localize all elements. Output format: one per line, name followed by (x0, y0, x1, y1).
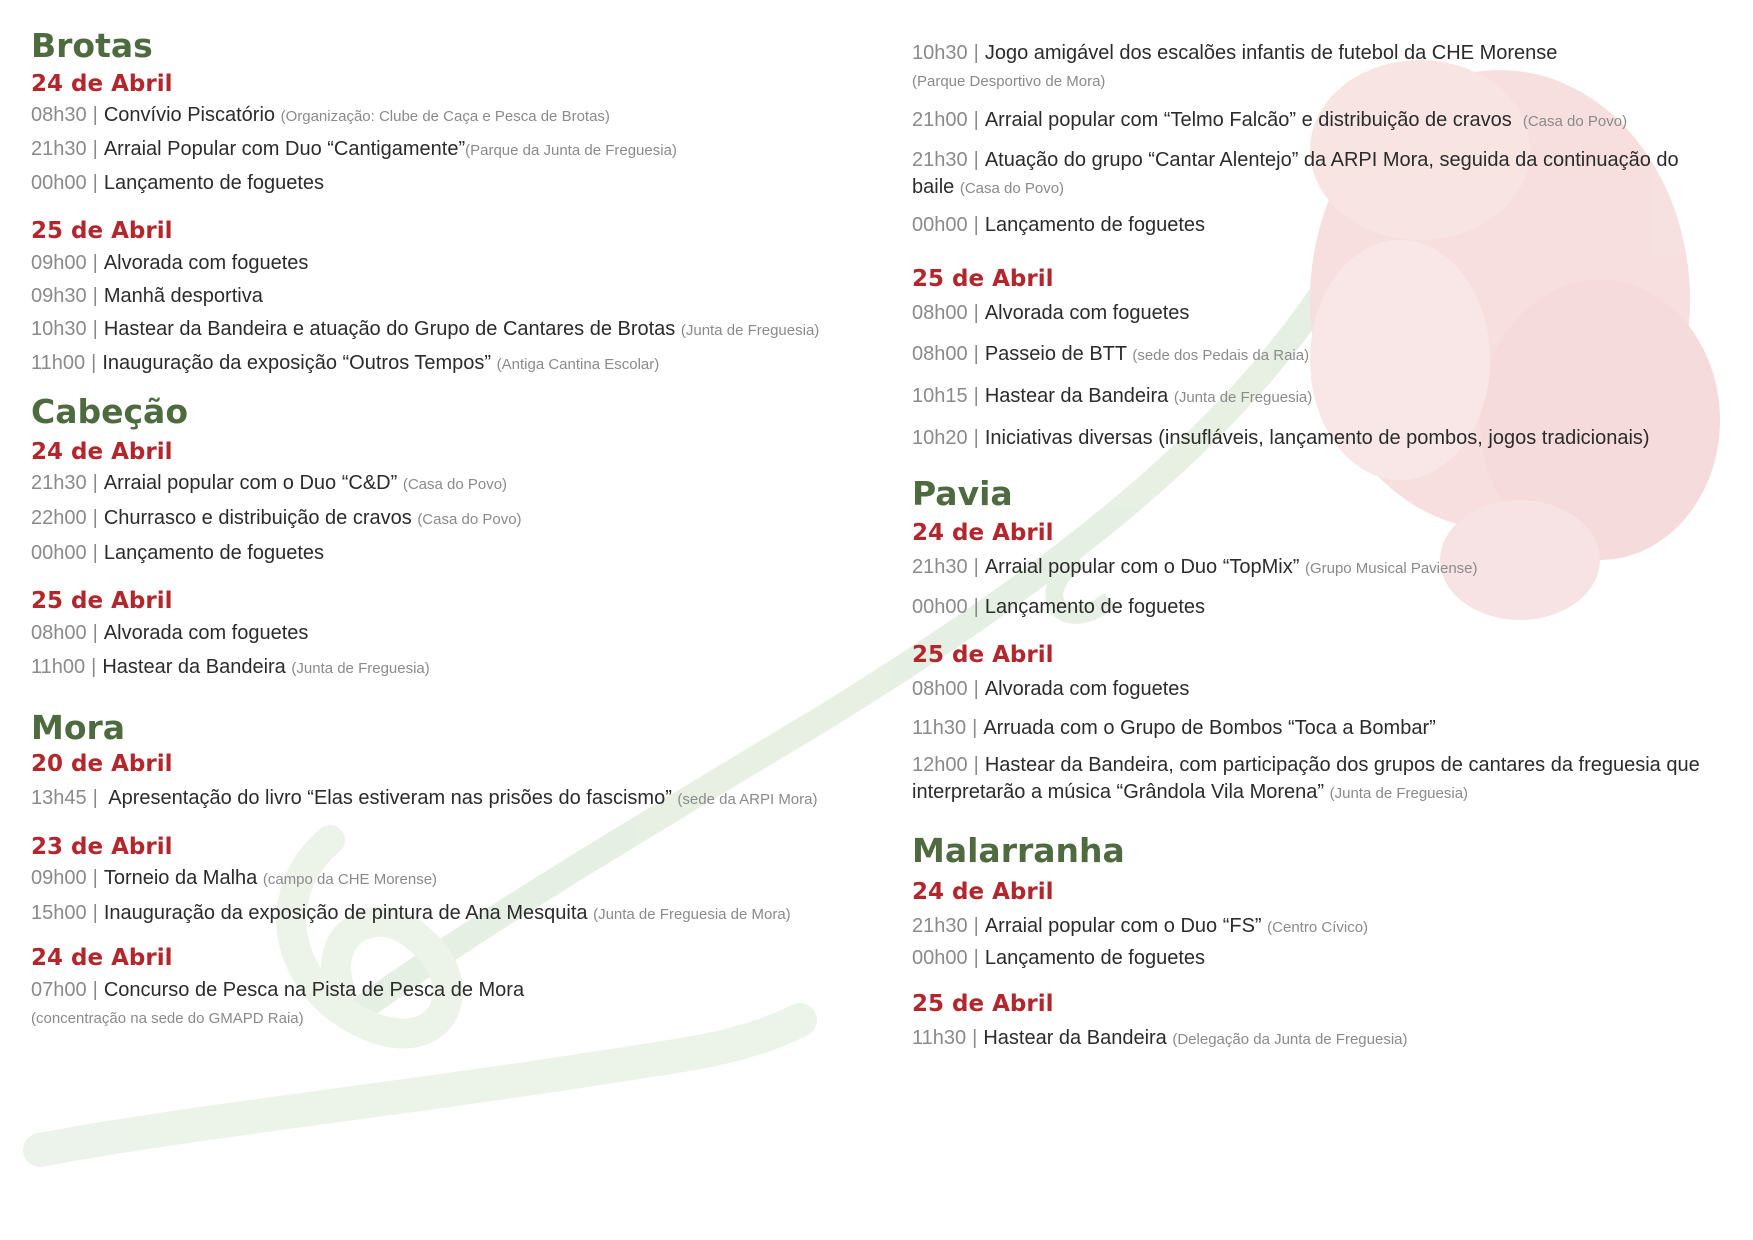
event-list (31, 785, 881, 813)
event-note: (Parque da Junta de Freguesia) (465, 142, 677, 160)
event-text: Convívio Piscatório (103, 104, 276, 127)
event-list (31, 470, 881, 567)
event-text: Arraial popular com “Telmo Falcão” e distribuição de cravos (984, 109, 1512, 131)
separator: | (973, 301, 979, 324)
event-time: 08h30 (31, 104, 87, 127)
date-mora-20: 20 de Abril (31, 750, 173, 777)
event-item (912, 913, 1712, 941)
separator: | (92, 252, 98, 275)
location-title-brotas: Brotas (31, 26, 153, 65)
event-list (912, 1025, 1712, 1053)
event-item (912, 1025, 1712, 1053)
separator: | (973, 214, 979, 236)
date-brotas-24: 24 de Abril (31, 70, 173, 97)
event-note: (sede da ARPI Mora) (677, 790, 818, 808)
event-item (912, 107, 1712, 135)
separator: | (973, 753, 979, 776)
event-item (912, 676, 1712, 703)
event-text: Atuação do grupo “Cantar Alentejo” da ARPI Mora, seguida da continuação do baile (912, 149, 1679, 198)
event-text: Churrasco e distribuição de cravos (103, 507, 412, 530)
event-item (31, 102, 881, 130)
event-time: 00h00 (912, 596, 968, 619)
separator: | (92, 622, 98, 645)
event-time: 09h00 (31, 867, 87, 890)
event-item (31, 900, 881, 928)
event-time: 07h00 (31, 979, 87, 1002)
event-item (912, 300, 1712, 327)
separator: | (973, 109, 979, 131)
event-text: Hastear da Bandeira e atuação do Grupo de Cantares de Brotas (103, 318, 676, 341)
separator: | (92, 285, 98, 308)
event-time: 00h00 (31, 542, 87, 565)
separator: | (92, 902, 98, 925)
event-list (31, 977, 881, 1032)
date-cabecao-24: 24 de Abril (31, 438, 173, 465)
event-list (31, 102, 881, 197)
event-text: Alvorada com foguetes (984, 677, 1190, 700)
event-time: 10h20 (912, 426, 968, 449)
separator: | (972, 716, 978, 739)
event-note: (Organização: Clube de Caça e Pesca de Brotas) (280, 108, 610, 126)
event-text: Alvorada com foguetes (103, 622, 309, 645)
event-time: 00h00 (31, 172, 87, 195)
event-text: Hastear da Bandeira (984, 384, 1169, 407)
location-title-mora: Mora (31, 708, 126, 748)
event-item (31, 654, 881, 682)
separator: | (92, 318, 98, 341)
location-title-pavia: Pavia (912, 473, 1013, 513)
event-item (31, 785, 881, 813)
event-item (31, 350, 881, 378)
separator: | (92, 979, 98, 1002)
separator: | (92, 104, 98, 127)
event-text: Arruada com o Grupo de Bombos “Toca a Bombar” (983, 716, 1436, 739)
separator: | (91, 352, 97, 375)
event-time: 21h30 (912, 915, 968, 938)
event-text: Lançamento de foguetes (984, 947, 1205, 970)
event-item (31, 470, 881, 498)
separator: | (92, 472, 98, 495)
event-time: 21h30 (912, 556, 968, 579)
event-item (912, 212, 1712, 239)
separator: | (92, 138, 98, 161)
event-item (912, 341, 1712, 369)
event-text: Lançamento de foguetes (103, 542, 324, 565)
event-text: Alvorada com foguetes (103, 252, 309, 275)
event-note: (sede dos Pedais da Raia) (1132, 346, 1310, 364)
event-list (912, 554, 1712, 621)
event-note: (Junta de Freguesia) (1329, 784, 1469, 802)
separator: | (92, 786, 98, 809)
separator: | (973, 677, 979, 700)
event-time: 12h00 (912, 753, 968, 776)
event-text: Hastear da Bandeira (983, 1026, 1167, 1049)
event-text: Passeio de BTT (984, 342, 1127, 365)
event-item (31, 505, 881, 533)
event-text: Iniciativas diversas (insufláveis, lançamento de pombos, jogos tradicionais) (984, 426, 1650, 449)
event-time: 13h45 (31, 786, 87, 809)
event-item (912, 752, 1712, 807)
event-time: 00h00 (912, 214, 968, 236)
event-text: Arraial popular com o Duo “TopMix” (984, 556, 1300, 579)
event-time: 15h00 (31, 902, 87, 925)
event-note: (Delegação da Junta de Freguesia) (1172, 1030, 1408, 1048)
event-text: Lançamento de foguetes (984, 214, 1205, 236)
event-time: 00h00 (912, 947, 968, 970)
separator: | (973, 556, 979, 579)
event-note: (Junta de Freguesia) (680, 322, 820, 340)
separator: | (973, 596, 979, 619)
event-item (31, 136, 881, 164)
separator: | (973, 915, 979, 938)
event-item (31, 283, 881, 310)
event-list (31, 620, 881, 682)
event-list (912, 913, 1712, 972)
event-note: (Junta de Freguesia) (291, 660, 430, 678)
date-mora-24: 24 de Abril (31, 945, 173, 972)
event-time: 11h30 (912, 1026, 967, 1049)
event-time: 11h30 (912, 716, 967, 739)
event-text: Inauguração da exposição de pintura de Ana Mesquita (103, 902, 588, 925)
event-item (912, 40, 1712, 95)
event-item (912, 945, 1712, 972)
separator: | (973, 947, 979, 970)
separator: | (973, 384, 979, 407)
event-time: 10h30 (912, 42, 968, 64)
event-note: (Centro Cívico) (1267, 919, 1369, 937)
event-note: (Casa do Povo) (1522, 113, 1628, 130)
event-text: Inauguração da exposição “Outros Tempos” (102, 352, 492, 375)
separator: | (973, 426, 979, 449)
event-note: (Antiga Cantina Escolar) (496, 356, 660, 374)
event-time: 21h30 (912, 149, 968, 171)
event-note: (Casa do Povo) (402, 476, 508, 494)
event-time: 11h00 (31, 352, 86, 375)
separator: | (972, 1026, 978, 1049)
event-time: 09h30 (31, 285, 87, 308)
event-time: 21h30 (31, 472, 87, 495)
location-title-malarranha: Malarranha (912, 830, 1125, 870)
event-list (31, 865, 881, 928)
event-text: Hastear da Bandeira (102, 656, 286, 679)
event-note: (Casa do Povo) (417, 511, 522, 529)
event-time: 10h15 (912, 384, 968, 407)
event-text: Apresentação do livro “Elas estiveram nas prisões do fascismo” (108, 786, 672, 809)
event-item (31, 620, 881, 647)
left-column (31, 26, 881, 1032)
event-item (912, 554, 1712, 582)
event-text: Alvorada com foguetes (984, 301, 1190, 324)
event-item (31, 170, 881, 197)
event-time: 08h00 (31, 622, 87, 645)
date-cabecao-25: 25 de Abril (31, 588, 173, 615)
event-text: Jogo amigável dos escalões infantis de futebol da CHE Morense (984, 42, 1558, 64)
separator: | (973, 149, 979, 171)
event-text: Arraial popular com o Duo “C&D” (103, 472, 398, 495)
event-time: 09h00 (31, 252, 87, 275)
event-time: 21h30 (31, 138, 87, 161)
event-time: 10h30 (31, 318, 87, 341)
event-item (912, 147, 1712, 202)
separator: | (973, 42, 979, 64)
event-note: (Casa do Povo) (959, 180, 1065, 197)
event-item (912, 715, 1712, 742)
event-time: 08h00 (912, 677, 968, 700)
separator: | (92, 867, 98, 890)
separator: | (92, 172, 98, 195)
separator: | (92, 542, 98, 565)
event-note: (Junta de Freguesia de Mora) (593, 906, 791, 924)
event-time: 21h00 (912, 109, 968, 131)
event-text: Concurso de Pesca na Pista de Pesca de Mora (103, 979, 525, 1002)
event-note: (Grupo Musical Paviense) (1304, 560, 1478, 578)
event-list (912, 300, 1712, 452)
event-item (31, 540, 881, 567)
date-brotas-25: 25 de Abril (31, 218, 173, 245)
event-note: (campo da CHE Morense) (262, 871, 438, 889)
right-column (912, 40, 1712, 1053)
event-text: Lançamento de foguetes (103, 172, 324, 195)
date-malarranha-25: 25 de Abril (912, 991, 1054, 1018)
event-item (912, 594, 1712, 621)
event-text: Torneio da Malha (103, 867, 258, 890)
separator: | (92, 507, 98, 530)
date-mora-25: 25 de Abril (912, 266, 1054, 292)
event-item (31, 977, 881, 1032)
event-note: (concentração na sede do GMAPD Raia) (31, 1010, 304, 1028)
event-item (31, 250, 881, 277)
event-text: Arraial popular com o Duo “FS” (984, 915, 1262, 938)
separator: | (91, 656, 97, 679)
event-time: 08h00 (912, 342, 968, 365)
event-list (912, 40, 1712, 239)
event-time: 22h00 (31, 507, 87, 530)
event-list (912, 676, 1712, 807)
date-pavia-25: 25 de Abril (912, 642, 1054, 669)
date-malarranha-24: 24 de Abril (912, 879, 1054, 906)
event-text: Arraial Popular com Duo “Cantigamente” (103, 138, 466, 161)
date-pavia-24: 24 de Abril (912, 520, 1054, 547)
event-text: Lançamento de foguetes (984, 596, 1205, 619)
event-item (912, 425, 1712, 452)
event-item (912, 383, 1712, 411)
event-text: Manhã desportiva (103, 285, 263, 308)
event-time: 11h00 (31, 656, 86, 679)
event-time: 08h00 (912, 301, 968, 324)
event-note: (Junta de Freguesia) (1173, 388, 1313, 406)
event-list (31, 250, 881, 378)
event-text: Hastear da Bandeira, com participação dos grupos de cantares da freguesia que interpretarão a música “Grândola Vila Morena” (912, 753, 1700, 803)
separator: | (973, 342, 979, 365)
event-item (31, 865, 881, 893)
location-title-cabecao: Cabeção (31, 392, 188, 432)
event-item (31, 316, 881, 344)
event-note: (Parque Desportivo de Mora) (912, 73, 1106, 90)
date-mora-23: 23 de Abril (31, 833, 173, 860)
